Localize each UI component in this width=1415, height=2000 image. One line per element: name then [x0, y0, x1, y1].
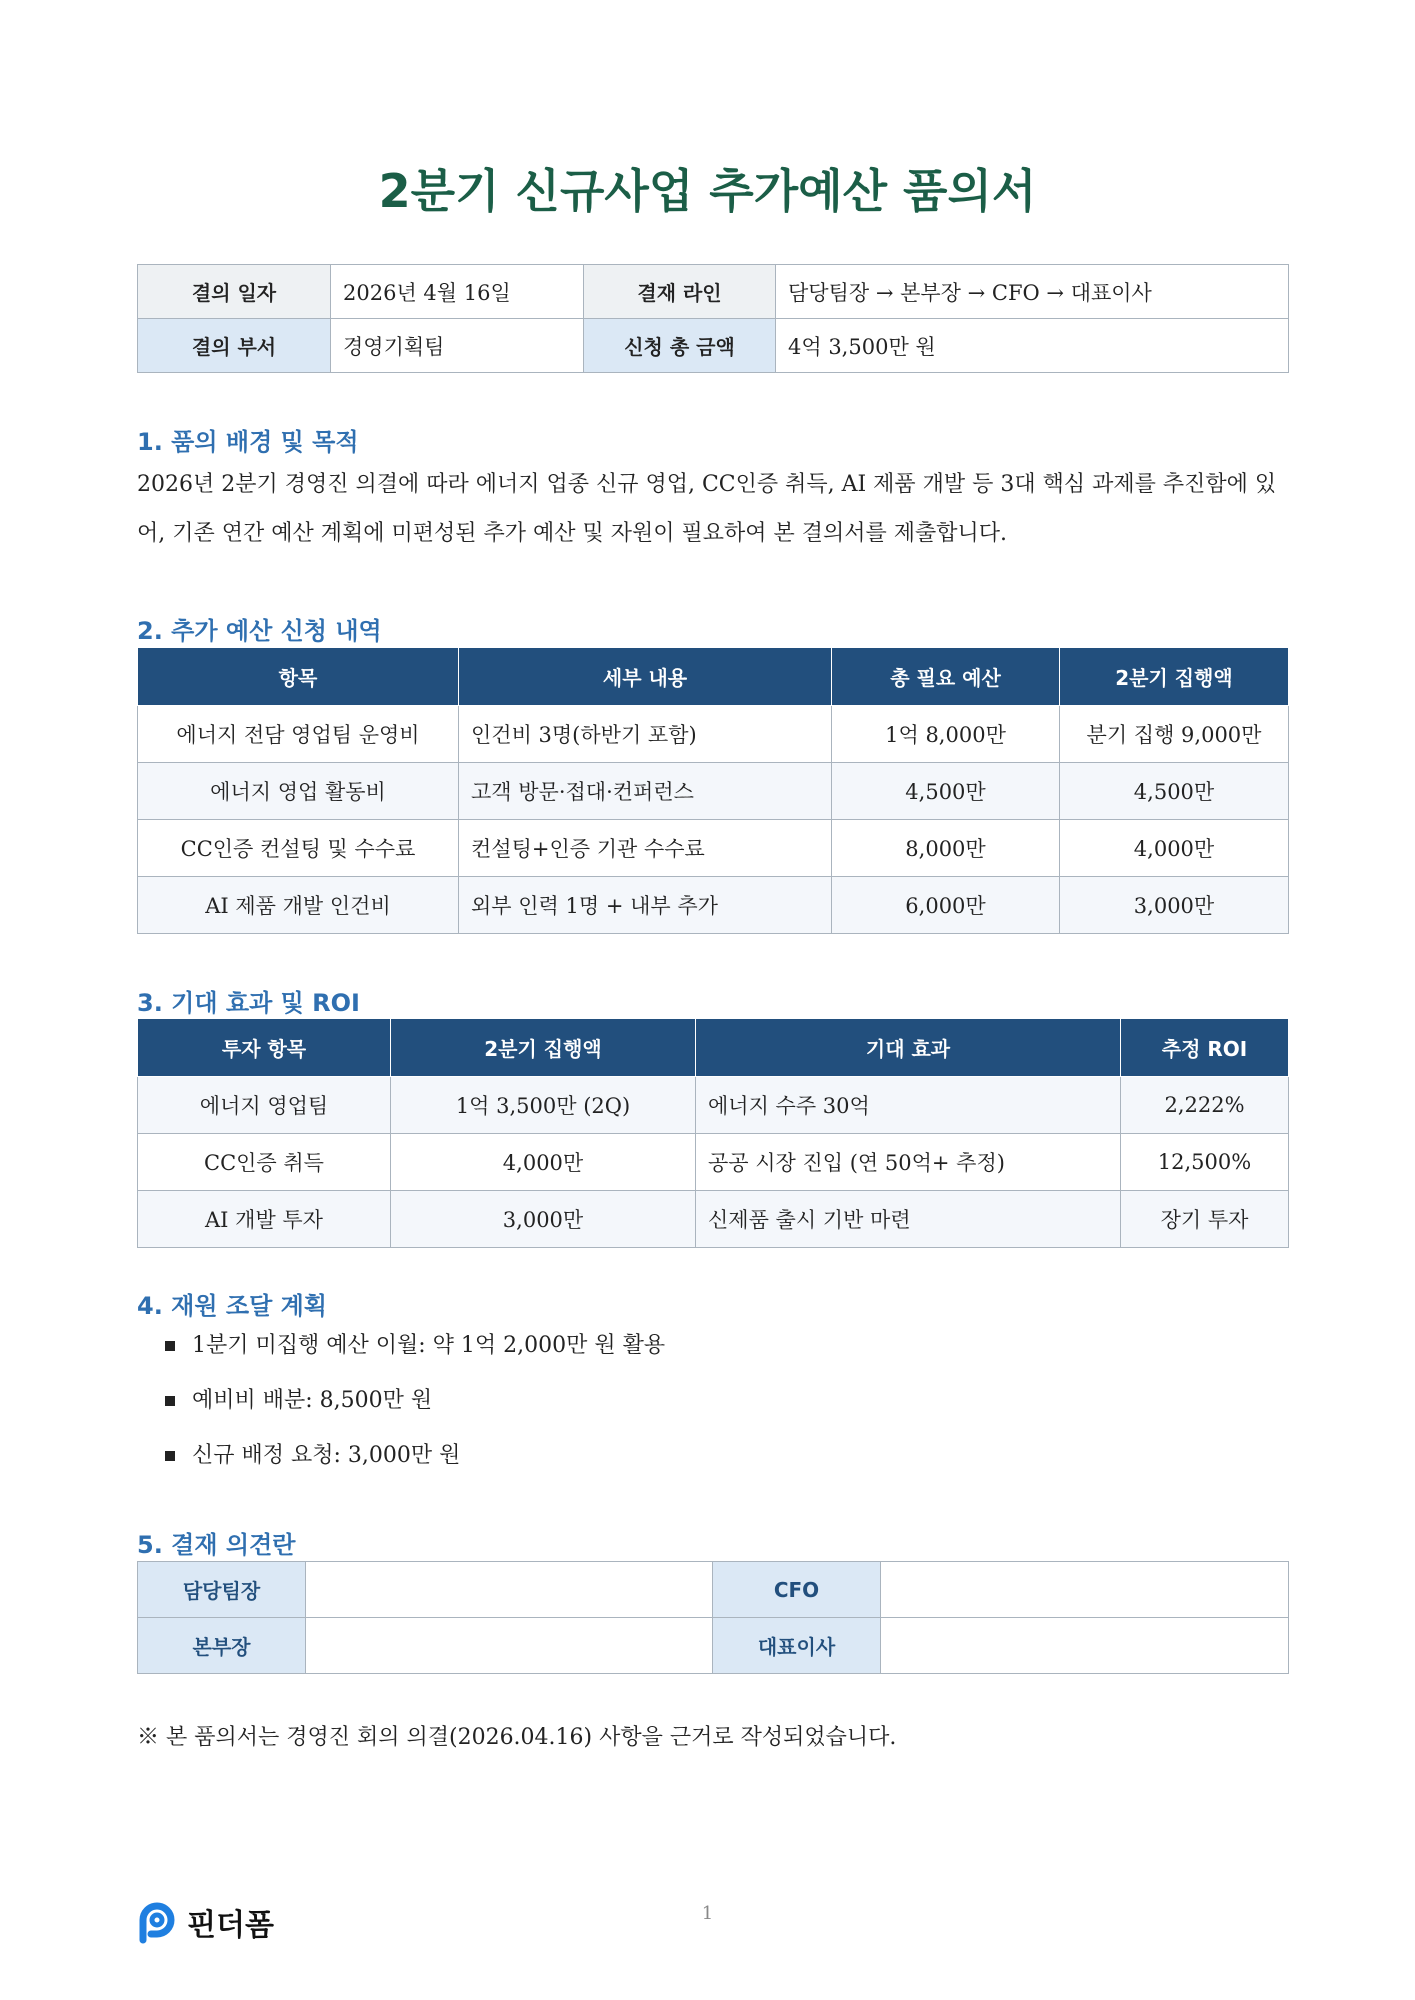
- table-cell: 에너지 영업 활동비: [138, 763, 459, 820]
- column-header: 항목: [138, 648, 459, 706]
- approver-label: 담당팀장: [138, 1562, 306, 1618]
- approver-label: 본부장: [138, 1618, 306, 1674]
- funding-list: [165, 1318, 665, 1483]
- table-cell: AI 개발 투자: [138, 1191, 391, 1248]
- section-heading: 1. 품의 배경 및 목적: [137, 428, 359, 456]
- info-table: [137, 264, 1289, 373]
- table-header-row: [138, 648, 1289, 706]
- section-heading: 2. 추가 예산 신청 내역: [137, 617, 382, 645]
- column-header: 추정 ROI: [1121, 1019, 1289, 1077]
- list-item: [165, 1373, 665, 1428]
- approval-opinion-field[interactable]: [881, 1618, 1289, 1674]
- info-value: 2026년 4월 16일: [331, 265, 584, 319]
- table-cell: 에너지 영업팀: [138, 1077, 391, 1134]
- column-header: 세부 내용: [459, 648, 832, 706]
- brand-name: 핀더폼: [187, 1908, 274, 1943]
- section-heading: 3. 기대 효과 및 ROI: [137, 989, 360, 1017]
- table-cell: 인건비 3명(하반기 포함): [459, 706, 832, 763]
- table-row: [138, 877, 1289, 934]
- column-header: 기대 효과: [696, 1019, 1121, 1077]
- table-cell: 8,000만: [832, 820, 1060, 877]
- list-item-text: 예비비 배분: 8,500만 원: [192, 1388, 433, 1413]
- budget-table: [137, 647, 1289, 934]
- table-cell: 신제품 출시 기반 마련: [696, 1191, 1121, 1248]
- table-cell: AI 제품 개발 인건비: [138, 877, 459, 934]
- table-cell: 외부 인력 1명 + 내부 추가: [459, 877, 832, 934]
- approval-opinion-field[interactable]: [881, 1562, 1289, 1618]
- table-cell: 장기 투자: [1121, 1191, 1289, 1248]
- info-label: 신청 총 금액: [584, 319, 776, 373]
- table-row: [138, 820, 1289, 877]
- table-header-row: [138, 1019, 1289, 1077]
- roi-table: [137, 1018, 1289, 1248]
- list-item: [165, 1428, 665, 1483]
- info-value: 담당팀장 → 본부장 → CFO → 대표이사: [776, 265, 1289, 319]
- section-heading: 4. 재원 조달 계획: [137, 1292, 327, 1320]
- table-row: [138, 1077, 1289, 1134]
- approver-label: 대표이사: [713, 1618, 881, 1674]
- table-cell: 에너지 수주 30억: [696, 1077, 1121, 1134]
- column-header: 총 필요 예산: [832, 648, 1060, 706]
- approval-table: [137, 1561, 1289, 1674]
- table-cell: 분기 집행 9,000만: [1060, 706, 1289, 763]
- table-row: [138, 1134, 1289, 1191]
- approval-row: [138, 1562, 1289, 1618]
- table-cell: 12,500%: [1121, 1134, 1289, 1191]
- bullet-icon: [165, 1341, 175, 1351]
- info-value: 4억 3,500만 원: [776, 319, 1289, 373]
- column-header: 투자 항목: [138, 1019, 391, 1077]
- table-cell: 4,000만: [391, 1134, 696, 1191]
- table-cell: CC인증 취득: [138, 1134, 391, 1191]
- document-title: 2분기 신규사업 추가예산 품의서: [378, 164, 1037, 218]
- list-item: [165, 1318, 665, 1373]
- table-cell: CC인증 컨설팅 및 수수료: [138, 820, 459, 877]
- bullet-icon: [165, 1396, 175, 1406]
- approver-label: CFO: [713, 1562, 881, 1618]
- list-item-text: 신규 배정 요청: 3,000만 원: [192, 1443, 461, 1468]
- table-cell: 2,222%: [1121, 1077, 1289, 1134]
- table-cell: 3,000만: [391, 1191, 696, 1248]
- info-row: [138, 319, 1289, 373]
- footnote: ※ 본 품의서는 경영진 회의 의결(2026.04.16) 사항을 근거로 작성되었습니다.: [137, 1725, 897, 1750]
- table-cell: 컨설팅+인증 기관 수수료: [459, 820, 832, 877]
- list-item-text: 1분기 미집행 예산 이월: 약 1억 2,000만 원 활용: [192, 1333, 666, 1358]
- table-cell: 4,500만: [832, 763, 1060, 820]
- bullet-icon: [165, 1451, 175, 1461]
- approval-opinion-field[interactable]: [306, 1562, 713, 1618]
- info-value: 경영기획팀: [331, 319, 584, 373]
- section-body: 2026년 2분기 경영진 의결에 따라 에너지 업종 신규 영업, CC인증 취득, AI 제품 개발 등 3대 핵심 과제를 추진함에 있어, 기존 연간 예산 계획에 미편성된 추가 예산 및 자원이 필요하여 본 결의서를 제출합니다.: [137, 472, 1277, 546]
- info-row: [138, 265, 1289, 319]
- info-label: 결의 부서: [138, 319, 331, 373]
- table-row: [138, 706, 1289, 763]
- table-cell: 4,500만: [1060, 763, 1289, 820]
- table-cell: 1억 8,000만: [832, 706, 1060, 763]
- table-cell: 1억 3,500만 (2Q): [391, 1077, 696, 1134]
- table-cell: 3,000만: [1060, 877, 1289, 934]
- info-label: 결재 라인: [584, 265, 776, 319]
- table-cell: 4,000만: [1060, 820, 1289, 877]
- table-row: [138, 1191, 1289, 1248]
- table-cell: 6,000만: [832, 877, 1060, 934]
- approval-opinion-field[interactable]: [306, 1618, 713, 1674]
- column-header: 2분기 집행액: [391, 1019, 696, 1077]
- approval-row: [138, 1618, 1289, 1674]
- table-cell: 에너지 전담 영업팀 운영비: [138, 706, 459, 763]
- table-cell: 공공 시장 진입 (연 50억+ 추정): [696, 1134, 1121, 1191]
- section-heading: 5. 결재 의견란: [137, 1531, 296, 1559]
- column-header: 2분기 집행액: [1060, 648, 1289, 706]
- table-cell: 고객 방문·접대·컨퍼런스: [459, 763, 832, 820]
- table-row: [138, 763, 1289, 820]
- page-number: 1: [701, 1903, 714, 1924]
- info-label: 결의 일자: [138, 265, 331, 319]
